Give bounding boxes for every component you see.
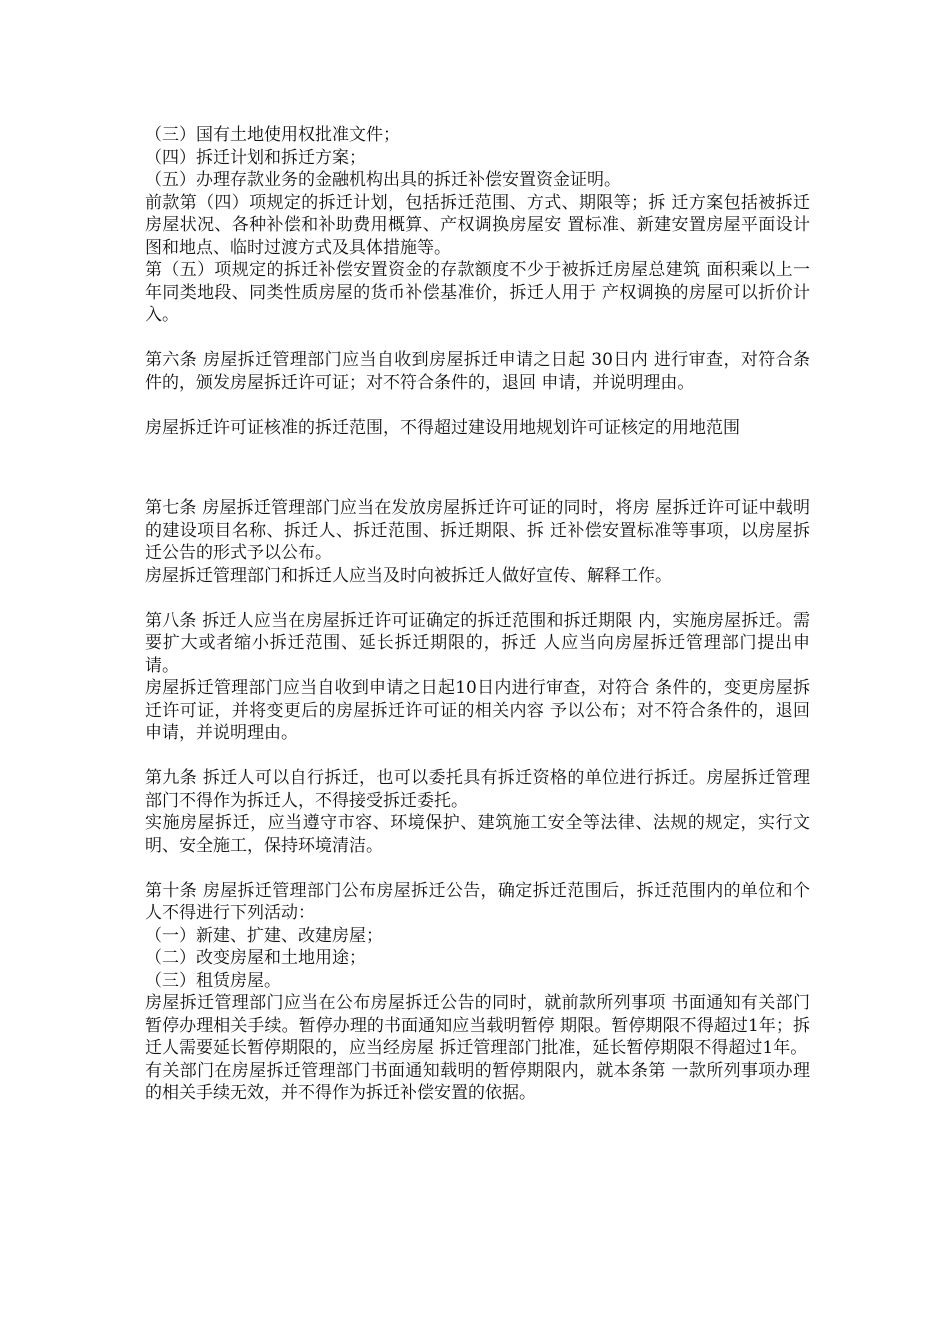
article-8: 第八条 拆迁人应当在房屋拆迁许可证确定的拆迁范围和拆迁期限 内，实施房屋拆迁。需要扩大或者缩小拆迁范围、延长拆迁期限的，拆迁 人应当向房屋拆迁管理部门提出申请。 xyxy=(145,610,810,676)
article-10-item-1: （一）新建、扩建、改建房屋； xyxy=(145,925,383,946)
article-8-review: 房屋拆迁管理部门应当自收到申请之日起10日内进行审查，对符合 条件的，变更房屋拆迁许可证，并将变更后的房屋拆迁许可证的相关内容 予以公布；对不符合条件的，退回申请，并说明理由。 xyxy=(145,678,810,743)
article-10-invalid: 有关部门在房屋拆迁管理部门书面通知载明的暂停期限内，就本条第 一款所列事项办理的相关手续无效，并不得作为拆迁补偿安置的依据。 xyxy=(145,1060,810,1103)
article-10: 第十条 房屋拆迁管理部门公布房屋拆迁公告，确定拆迁范围后，拆迁范围内的单位和个人不得进行下列活动： xyxy=(145,880,810,923)
paragraph-item-3: （三）国有土地使用权批准文件； xyxy=(145,125,400,145)
paragraph-item-5: （五）办理存款业务的金融机构出具的拆迁补偿安置资金证明。 xyxy=(145,170,621,190)
article-9-safety: 实施房屋拆迁，应当遵守市容、环境保护、建筑施工安全等法律、法规的规定，实行文明、安全施工，保持环境清洁。 xyxy=(145,813,810,856)
paragraph-item-4: （四）拆迁计划和拆迁方案； xyxy=(145,147,366,168)
paragraph-clause-4-note: 前款第（四）项规定的拆迁计划，包括拆迁范围、方式、期限等；拆 迁方案包括被拆迁房屋状况、各种补偿和补助费用概算、产权调换房屋安 置标准、新建安置房屋平面设计图和地点、临时过渡方式及具体措施等。 xyxy=(145,192,810,258)
article-10-item-3: （三）租赁房屋。 xyxy=(145,970,281,991)
document-body xyxy=(145,124,810,1105)
article-6-scope: 房屋拆迁许可证核准的拆迁范围，不得超过建设用地规划许可证核定的用地范围 xyxy=(145,417,740,438)
article-9: 第九条 拆迁人可以自行拆迁，也可以委托具有拆迁资格的单位进行拆迁。房屋拆迁管理部门不得作为拆迁人，不得接受拆迁委托。 xyxy=(145,768,810,811)
paragraph-gap xyxy=(145,745,810,768)
paragraph-gap xyxy=(145,394,810,417)
paragraph-gap xyxy=(145,327,810,350)
article-6: 第六条 房屋拆迁管理部门应当自收到房屋拆迁申请之日起 30日内 进行审查，对符合条件的，颁发房屋拆迁许可证；对不符合条件的，退回 申请，并说明理由。 xyxy=(145,350,810,393)
article-7: 第七条 房屋拆迁管理部门应当在发放房屋拆迁许可证的同时，将房 屋拆迁许可证中载明的建设项目名称、拆迁人、拆迁范围、拆迁期限、拆 迁补偿安置标准等事项，以房屋拆迁公告的形式予以公布。 xyxy=(145,498,810,563)
article-10-item-2: （二）改变房屋和土地用途； xyxy=(145,948,366,968)
paragraph-gap xyxy=(145,587,810,610)
article-10-suspension: 房屋拆迁管理部门应当在公布房屋拆迁公告的同时，就前款所列事项 书面通知有关部门暂停办理相关手续。暂停办理的书面通知应当载明暂停 期限。暂停期限不得超过1年；拆迁人需要延长暂停期限的，应当经房屋 拆迁管理部门批准，延长暂停期限不得超过1年。 xyxy=(145,993,810,1058)
article-7-publicity: 房屋拆迁管理部门和拆迁人应当及时向被拆迁人做好宣传、解释工作。 xyxy=(145,565,672,586)
paragraph-gap xyxy=(145,857,810,880)
paragraph-clause-5-note: 第（五）项规定的拆迁补偿安置资金的存款额度不少于被拆迁房屋总建筑 面积乘以上一年同类地段、同类性质房屋的货币补偿基准价，拆迁人用于 产权调换的房屋可以折价计入。 xyxy=(145,260,810,325)
paragraph-gap xyxy=(145,439,810,497)
